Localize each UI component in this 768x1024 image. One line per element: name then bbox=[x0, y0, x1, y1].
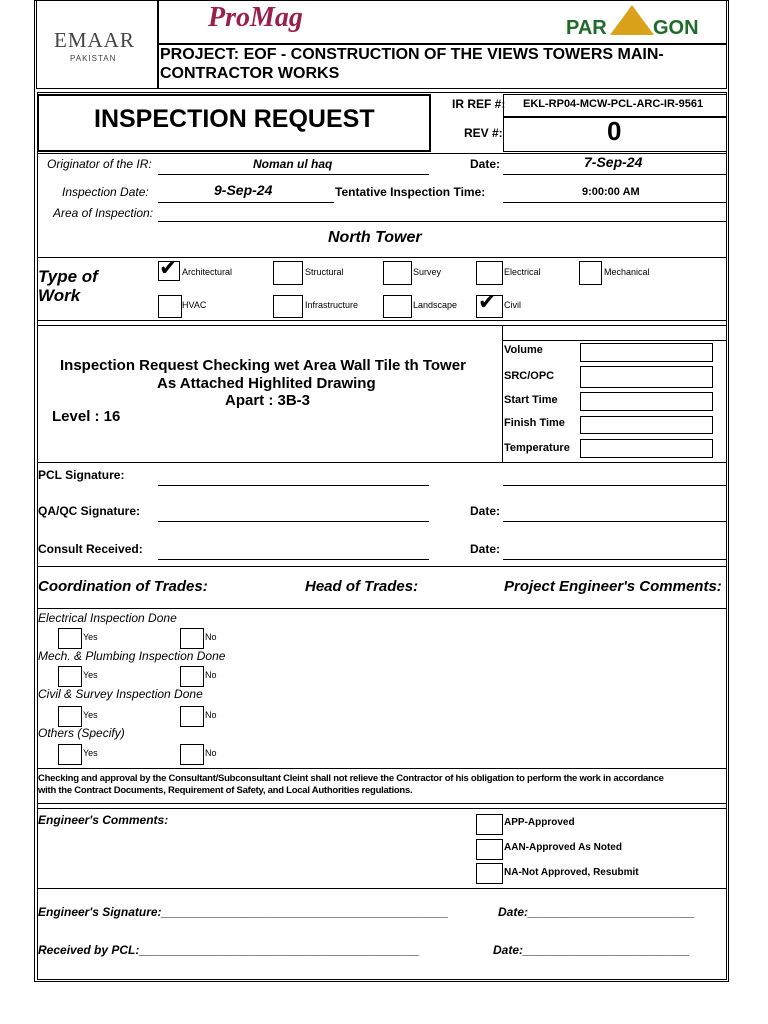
survey-label: Survey bbox=[413, 267, 442, 277]
consult-date-label: Date: bbox=[470, 542, 501, 556]
promag-logo: ProMag bbox=[208, 2, 303, 33]
paragon-logo-left: PAR bbox=[566, 17, 607, 39]
paragon-logo-right: GON bbox=[653, 17, 699, 39]
divider bbox=[37, 257, 727, 258]
architectural-label: Architectural bbox=[182, 267, 233, 277]
aan-approved-checkbox[interactable] bbox=[476, 839, 503, 860]
received-by-pcl[interactable]: Received by PCL:__________________________________________ bbox=[38, 943, 420, 957]
divider bbox=[37, 325, 727, 326]
ir-ref-label: IR REF #: bbox=[452, 97, 506, 111]
electrical-checkbox[interactable] bbox=[476, 261, 503, 285]
app-approved-label: APP-Approved bbox=[504, 817, 575, 828]
civil-yes-checkbox[interactable] bbox=[58, 706, 82, 727]
divider bbox=[37, 608, 727, 609]
divider bbox=[37, 808, 727, 809]
date-value: 7-Sep-24 bbox=[584, 154, 643, 170]
mech-no-checkbox[interactable] bbox=[180, 666, 204, 687]
electrical-yes-label: Yes bbox=[83, 632, 98, 642]
divider bbox=[37, 803, 727, 804]
tentative-time-value: 9:00:00 AM bbox=[582, 186, 640, 198]
side-fields-divider bbox=[502, 325, 503, 462]
originator-value: Noman ul haq bbox=[253, 157, 333, 171]
inspection-date-underline bbox=[158, 202, 334, 203]
description-line-1: Inspection Request Checking wet Area Wall Tile th Tower bbox=[60, 357, 466, 374]
infrastructure-label: Infrastructure bbox=[305, 300, 359, 310]
mech-yes-label: Yes bbox=[83, 670, 98, 680]
electrical-label: Electrical bbox=[504, 267, 541, 277]
others-no-checkbox[interactable] bbox=[180, 744, 204, 765]
landscape-checkbox[interactable] bbox=[383, 295, 412, 318]
volume-field[interactable] bbox=[580, 343, 713, 362]
temperature-field[interactable] bbox=[580, 439, 713, 458]
description-line-2: As Attached Highlited Drawing bbox=[157, 375, 376, 392]
na-not-approved-label: NA-Not Approved, Resubmit bbox=[504, 867, 639, 878]
src-opc-field[interactable] bbox=[580, 366, 713, 388]
start-time-field[interactable] bbox=[580, 392, 713, 411]
type-of-work-label-2: Work bbox=[38, 286, 81, 305]
disclaimer-line-1: Checking and approval by the Consultant/Subconsultant Cleint shall not relieve the Contractor of his obligation to perform the work in accordance bbox=[38, 773, 664, 784]
divider bbox=[37, 566, 727, 567]
engineer-comments-label: Engineer's Comments: bbox=[38, 813, 169, 827]
hvac-label: HVAC bbox=[182, 300, 207, 310]
project-line-1: PROJECT: EOF - CONSTRUCTION OF THE VIEWS TOWERS MAIN- bbox=[160, 46, 664, 63]
rev-value: 0 bbox=[607, 116, 622, 146]
inspection-date-value: 9-Sep-24 bbox=[214, 182, 273, 198]
paragon-logo-mark bbox=[608, 5, 656, 39]
others-inspection-label: Others (Specify) bbox=[38, 726, 125, 740]
finish-time-field[interactable] bbox=[580, 416, 713, 434]
pcl-date-line[interactable] bbox=[503, 485, 727, 486]
description-line-3: Apart : 3B-3 bbox=[225, 392, 311, 409]
mechanical-label: Mechanical bbox=[604, 267, 650, 277]
volume-label: Volume bbox=[504, 344, 543, 356]
inspection-date-label: Inspection Date: bbox=[62, 185, 149, 199]
temperature-label: Temperature bbox=[504, 442, 570, 454]
civil-label: Civil bbox=[504, 300, 521, 310]
infrastructure-checkbox[interactable] bbox=[273, 295, 303, 318]
civil-no-label: No bbox=[205, 710, 217, 720]
hvac-checkbox[interactable] bbox=[158, 295, 182, 318]
consult-received-line[interactable] bbox=[158, 559, 429, 560]
check-icon: ✔ bbox=[478, 290, 497, 315]
date-underline bbox=[503, 174, 727, 175]
survey-checkbox[interactable] bbox=[383, 261, 412, 285]
qaqc-signature-label: QA/QC Signature: bbox=[38, 504, 141, 518]
ir-ref-value: EKL-RP04-MCW-PCL-ARC-IR-9561 bbox=[523, 98, 704, 110]
mech-no-label: No bbox=[205, 670, 217, 680]
area-underline bbox=[158, 221, 727, 222]
area-value: North Tower bbox=[328, 229, 422, 246]
divider bbox=[37, 462, 727, 463]
divider bbox=[37, 320, 727, 321]
qaqc-date-label: Date: bbox=[470, 504, 501, 518]
originator-label: Originator of the IR: bbox=[47, 157, 152, 171]
engineer-signature-date[interactable]: Date:_________________________ bbox=[498, 905, 695, 919]
emaar-logo: EMAAR bbox=[54, 28, 135, 52]
pcl-signature-label: PCL Signature: bbox=[38, 468, 125, 482]
project-line-2: CONTRACTOR WORKS bbox=[160, 65, 340, 82]
description-level: Level : 16 bbox=[52, 408, 121, 425]
head-of-trades: Head of Trades: bbox=[305, 578, 419, 595]
coordination-of-trades: Coordination of Trades: bbox=[38, 578, 208, 595]
civil-yes-label: Yes bbox=[83, 710, 98, 720]
civil-survey-inspection-label: Civil & Survey Inspection Done bbox=[38, 687, 203, 701]
disclaimer-line-2: with the Contract Documents, Requirement of Safety, and Local Authorities regulations. bbox=[38, 785, 413, 796]
pcl-signature-line[interactable] bbox=[158, 485, 429, 486]
consult-received-label: Consult Received: bbox=[38, 542, 143, 556]
engineer-signature[interactable]: Engineer's Signature:___________________________________________ bbox=[38, 905, 449, 919]
electrical-inspection-label: Electrical Inspection Done bbox=[38, 611, 177, 625]
aan-approved-label: AAN-Approved As Noted bbox=[504, 842, 622, 853]
rev-label: REV #: bbox=[464, 126, 503, 140]
others-yes-label: Yes bbox=[83, 748, 98, 758]
electrical-yes-checkbox[interactable] bbox=[58, 628, 82, 649]
landscape-label: Landscape bbox=[413, 300, 458, 310]
divider bbox=[502, 340, 727, 341]
page-title: INSPECTION REQUEST bbox=[94, 105, 375, 133]
app-approved-checkbox[interactable] bbox=[476, 814, 503, 835]
src-opc-label: SRC/OPC bbox=[504, 370, 555, 382]
originator-underline bbox=[158, 174, 429, 175]
mech-yes-checkbox[interactable] bbox=[58, 666, 82, 687]
finish-time-label: Finish Time bbox=[504, 417, 565, 429]
area-label: Area of Inspection: bbox=[53, 206, 154, 220]
structural-label: Structural bbox=[305, 267, 344, 277]
mech-plumbing-inspection-label: Mech. & Plumbing Inspection Done bbox=[38, 649, 226, 663]
qaqc-signature-line[interactable] bbox=[158, 521, 429, 522]
qaqc-date-line[interactable] bbox=[503, 521, 727, 522]
form-inner-frame bbox=[37, 92, 727, 980]
na-not-approved-checkbox[interactable] bbox=[476, 863, 503, 884]
emaar-logo-sub: PAKISTAN bbox=[70, 54, 117, 63]
structural-checkbox[interactable] bbox=[273, 261, 303, 285]
others-no-label: No bbox=[205, 748, 217, 758]
date-label: Date: bbox=[470, 157, 501, 171]
received-by-pcl-date[interactable]: Date:_________________________ bbox=[493, 943, 690, 957]
divider bbox=[37, 888, 727, 889]
tentative-time-label: Tentative Inspection Time: bbox=[335, 185, 486, 199]
check-icon: ✔ bbox=[159, 256, 178, 281]
civil-no-checkbox[interactable] bbox=[180, 706, 204, 727]
start-time-label: Start Time bbox=[504, 394, 558, 406]
divider bbox=[37, 768, 727, 769]
electrical-no-checkbox[interactable] bbox=[180, 628, 204, 649]
type-of-work-label-1: Type of bbox=[38, 267, 98, 286]
electrical-no-label: No bbox=[205, 632, 217, 642]
consult-date-line[interactable] bbox=[503, 559, 727, 560]
tentative-time-underline bbox=[503, 202, 727, 203]
mechanical-checkbox[interactable] bbox=[579, 261, 602, 285]
others-yes-checkbox[interactable] bbox=[58, 744, 82, 765]
project-engineer-comments: Project Engineer's Comments: bbox=[504, 578, 722, 595]
